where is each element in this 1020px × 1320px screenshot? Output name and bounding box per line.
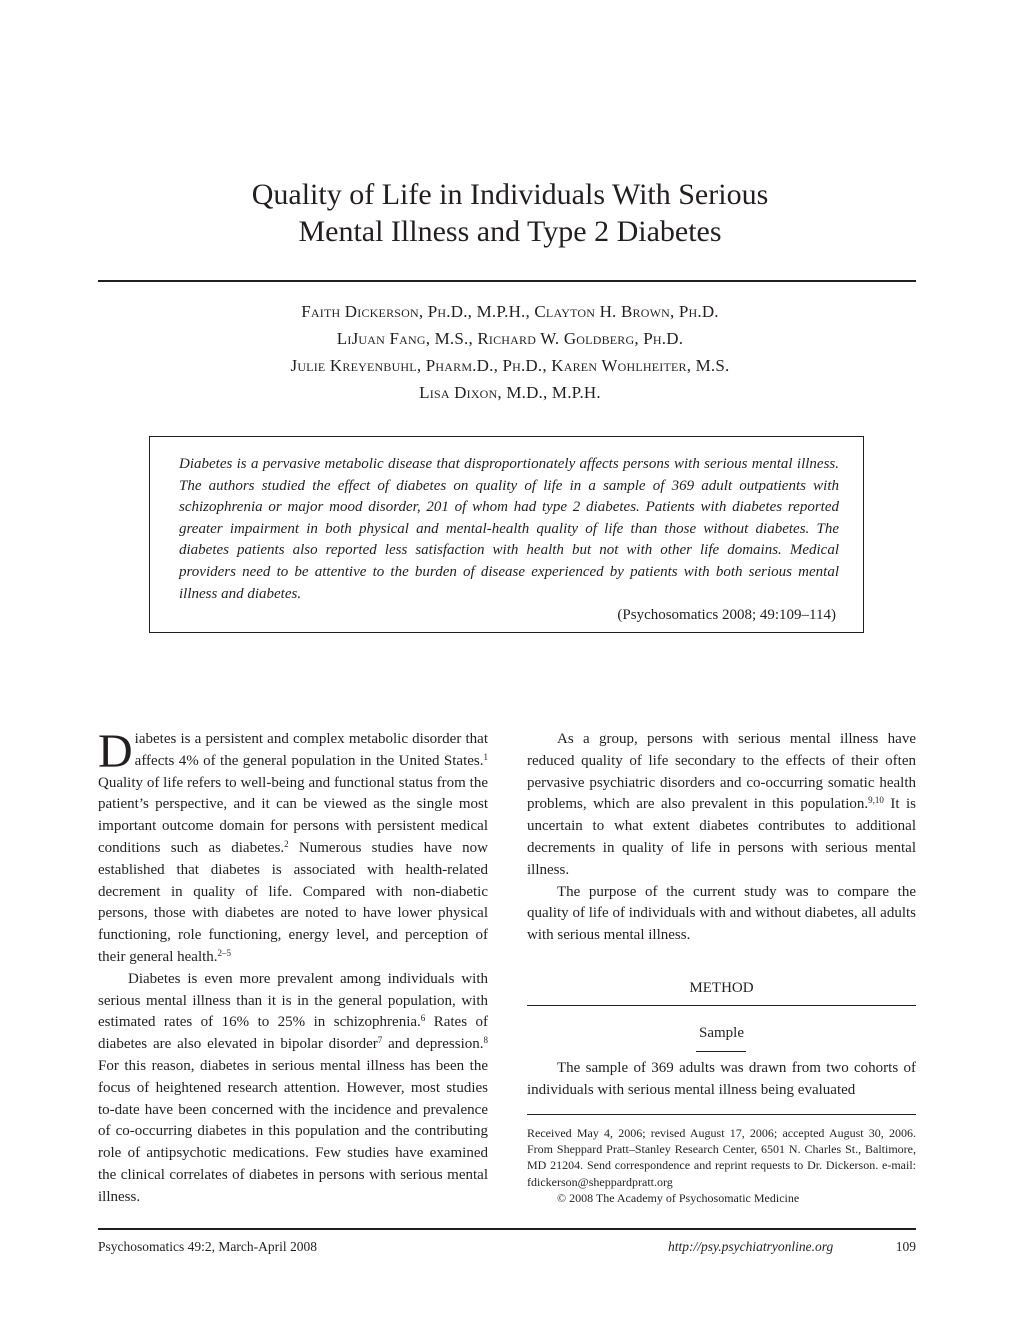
reference-marker: 9,10 — [868, 795, 884, 806]
title-line-1: Quality of Life in Individuals With Serious — [251, 178, 769, 211]
reference-marker: 2–5 — [217, 947, 232, 958]
author-line-1: Faith Dickerson, Ph.D., M.P.H., Clayton H. Brown, Ph.D. — [301, 302, 719, 321]
footer-rule — [98, 1228, 916, 1230]
abstract-text: Diabetes is a pervasive metabolic disease that disproportionately affects persons with serious mental illness. The authors studied the effect of diabetes on quality of life in a sample of 369 adult outpatients with schizophrenia or major mood disorder, 201 of whom had type 2 diabetes. Patients with diabetes reported greater impairment in both physical and mental-health quality of life than those without diabetes. The diabetes patients also reported less satisfaction with health but not with other life domains. Medical providers need to be attentive to the burden of disease experienced by patients with both serious mental illness and diabetes. — [179, 456, 839, 602]
page-number: 109 — [895, 1239, 916, 1254]
abstract-citation: (Psychosomatics 2008; 49:109–114) — [617, 607, 836, 623]
sample-paragraph: The sample of 369 adults was drawn from two cohorts of individuals with serious mental illness being evaluated — [527, 1060, 916, 1098]
author-line-2: LiJuan Fang, M.S., Richard W. Goldberg, Ph.D. — [336, 329, 684, 348]
reference-marker: 7 — [377, 1035, 383, 1046]
footnote-rule — [527, 1114, 916, 1115]
title-rule — [98, 280, 916, 282]
reference-marker: 1 — [483, 751, 488, 762]
article-footnote — [527, 1125, 916, 1206]
reference-marker: 2 — [284, 838, 289, 849]
footer-journal: Psychosomatics 49:2, March-April 2008 — [98, 1239, 317, 1254]
intro-paragraph-4: The purpose of the current study was to compare the quality of life of individuals with and without diabetes, all adults with serious mental illness. — [527, 883, 916, 944]
author-list — [0, 298, 1020, 406]
author-line-3: Julie Kreyenbuhl, Pharm.D., Ph.D., Karen Wohlheiter, M.S. — [290, 356, 730, 375]
intro-paragraph-3: As a group, persons with serious mental illness have reduced quality of life secondary to the effects of their often pervasive psychiatric disorders and co-occurring somatic health problems, which are also prevalent in this population.$^{9,10}$ It is uncertain to what extent diabetes contributes to additional decrements in quality of life in persons with serious mental illness. — [527, 731, 917, 878]
sample-underline — [696, 1051, 746, 1052]
copyright-note: © 2008 The Academy of Psychosomatic Medicine — [557, 1190, 800, 1205]
author-line-4: Lisa Dixon, M.D., M.P.H. — [419, 383, 601, 402]
reference-marker: 6 — [420, 1013, 426, 1024]
intro-paragraph-1: Diabetes is a persistent and complex metabolic disorder that affects 4% of the general population in the United States.$^1$ Quality of life refers to well-being and functional status from the patient’s perspective, and it can be viewed as the single most important outcome domain for persons with persistent medical conditions such as diabetes.$^2$ Numerous studies have now established that diabetes is associated with health-related decrement in quality of life. Compared with non-diabetic persons, those with diabetes are noted to have lower physical functioning, role functioning, energy level, and perception of their general health.$^{2-5}$ — [98, 725, 488, 965]
method-rule — [527, 1005, 916, 1006]
article-title — [0, 176, 1020, 250]
body-column-right — [527, 729, 916, 947]
title-line-2: Mental Illness and Type 2 Diabetes — [298, 215, 722, 248]
reference-marker: 8 — [483, 1035, 488, 1046]
footer-url[interactable]: http://psy.psychiatryonline.org — [668, 1239, 834, 1254]
body-column-left — [98, 725, 488, 1209]
intro-paragraph-2: Diabetes is even more prevalent among individuals with serious mental illness than it is in the general population, with estimated rates of 16% to 25% in schizophrenia.$^6$ Rates of diabetes are also elevated in bipolar disorder$^7$ and depression.$^8$ For this reason, diabetes in serious mental illness has been the focus of heightened research attention. However, most studies to-date have been concerned with the incidence and prevalence of co-occurring diabetes in this population and the contributing role of antipsychotic medications. Few studies have examined the clinical correlates of diabetes in persons with serious mental illness. — [98, 970, 488, 1205]
drop-cap: D — [98, 725, 133, 778]
method-heading: METHOD — [689, 980, 754, 996]
received-note: Received May 4, 2006; revised August 17, 2006; accepted August 30, 2006. From Sheppard Pratt–Stanley Research Center, 6501 N. Charles St., Baltimore, MD 21204. Send correspondence and reprint requests to Dr. Dickerson. e-mail: fdickerson@sheppardpratt.org — [527, 1126, 916, 1189]
sample-subheading: Sample — [699, 1025, 744, 1041]
